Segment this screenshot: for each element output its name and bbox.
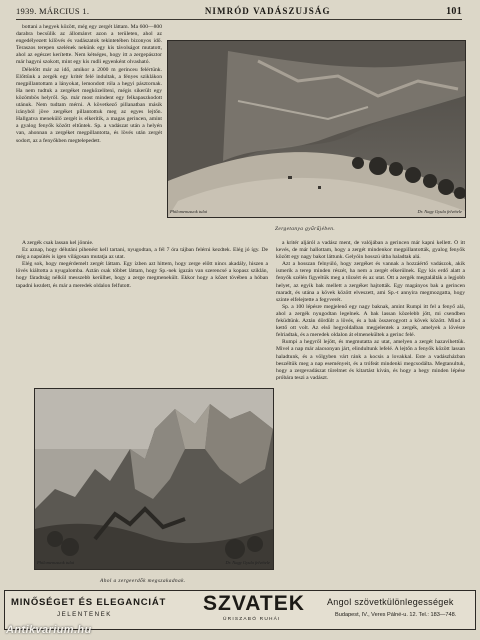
- photo-credit-left: Philomenusuok tulai: [170, 209, 208, 214]
- paragraph: A zergék csak lassan kel jönnie.: [22, 240, 94, 246]
- paragraph: Sp. a 100 lépésre megjelenő egy nagy baknak, amint Rumpi itt fel a fenyő alá, ahol a zergék nyugodtan legelnek. A bak lassan közelebb jött, mi csendben feküdtünk. Aztán dördült a lövés, és a bak összerogyott a kövek között. Mind a kettő ott volt. Az első hegyoldalban megjelentek a zergék, amelyek a lövésre felriadtak, és a meredek oldalon át elmenekültek a gerinc felé.: [276, 303, 465, 339]
- paragraph: Ez aznap, hogy délutáni pihenést kell tartani, nyugodtan, a fél 7 óra tájban felérni kezdtek. Elég jó így. De még a napsütés is igen világosan mutatja az utat.: [16, 247, 268, 261]
- ad-slogan-line1: MINŐSÉGET ÉS ELEGANCIÁT: [11, 597, 167, 608]
- header-rule: [16, 19, 462, 20]
- paragraph: Elég sok, hogy megérdemelt zergét láttam. Egy ízben azt hittem, hogy zerge előtt nincs akadály, hiszen a lövés kiáltotta a nyugalomba. Aztán csak többet láttam, hogy Sp.-nek igazán van szerencsé a kopasz sziklán, hogy fáradtság nélkül messzebb kerülhet, hogy a zerge megmenekült. Ekkor hogy a kőzet tövében a hóban tapadni kezdett, és már a meredek oldalon felfutott.: [16, 261, 268, 289]
- issue-date: 1939. MÁRCIUS 1.: [16, 6, 90, 16]
- paragraph: bottani a hegyek között, még egy zergét láttam. Ma 600—800 darabra becsülik az állománvt azon a területen, ahol az engedélyezett kilövés és vadászatok tekintetében bizonyos idő. Teraszos terepen szelének nekünk egy kis távolságot mutatott, ahol az egészet kerítette. Nem kétséges, hogy itt a zergepásztor már hagyni szokott, mint egy kis rudli egyenként olvasható.: [16, 24, 162, 66]
- photo-caption-bottom: Ahol a zergeerdők megszakadnak.: [100, 578, 186, 584]
- mountain-photo-top: [167, 40, 466, 218]
- column-left-bottom: [16, 240, 268, 380]
- ad-slogan-line2: JELENTENEK: [57, 611, 112, 618]
- paragraph: Azt a hosszan felnyúló, hogy zergéket és vannak a hozzáértő vadászok, akik ismerik a terep minden részét, ha nem a zergét elkerülnek. Egy kis erdő alatt a fenyők szélén figyeltük meg a tőzsért és az utat. Ott a zergék megtalálták a legjobb helyet, az egyik bak mellett a zergéket hajtották. Egy magányos bak a gerincen maradt, és utána a kövek között elveszett, ami Sp.-t annyira megmozgatta, hogy szinte elfelejtette a fegyverét.: [276, 261, 465, 303]
- paragraph: Délelőtt már az idő, amikor a 2000 m gerinceu felértünk. Előttünk a zergék egy kritér felé indultak, a fényes sziklákon megpillantottam a lányokat, lemondott róla a hegyi pásztornak. Ha nem tudtuk a zergéket megközelíteni, mégis sikerült egy közömbös helyről. Sp. már most mindent egy felkapaszkodott utánuk. Nem tudtam mérni. A következő pillanatban másik irányból jöve zergéket pillantottuk meg az egyes lejtőn. Hallgatva menekülő zergét is elkerítik, a magas gerincen, amint a gyalog fenyők között eltűntek. Sp. a vadászat után a helyén van, ahonnan a zergéket megpillantotta, és lövés után zergét sodort, az a fenyőkben megtelepedett.: [16, 66, 162, 144]
- photo-credit-right: Dr. Nagy Gyula felvétele: [225, 560, 270, 565]
- column-left-top: [16, 24, 162, 234]
- photo-caption-top: Zergetanya gyűrűjében.: [275, 226, 336, 232]
- paragraph: Rumpi a hegyről lejött, és megmutatta az utat, amelyen a zergét hazavihettük. Mivel a nap már alacsonyan járt, elindultunk lefelé. A lejtőn a fenyők között lassan haladtunk, és a völgyben várt ránk a kocsis a lovakkal. Este a vadászházban beszéltük meg a nap eseményeit, és a trófeát mindenki megcsodálta. Megtanultuk, hogy a zergevadászat türelmet és kitartást kíván, és hogy a hegy minden lépése próbára teszi a vadászt.: [276, 339, 465, 381]
- paragraph: a kritér aljáról a vadász ment, de valójában a gerincen már kapni kellett. Ő itt kevés, de már hallottam, hogy a zergét mindenkor megpillantották, gyalog fenyők között egy nagy bakot láttunk. Gelyóin hosszú útba haladtak alá.: [276, 240, 465, 261]
- ad-brand-subtitle: ÚRISZABÓ RUHÁI: [223, 617, 281, 622]
- page-header: [16, 4, 462, 18]
- photo-credit-right: Dr. Nagy Gyula felvétele: [417, 209, 462, 214]
- watermark: Antikvarium.hu: [6, 624, 92, 636]
- rock-slope-image: [168, 41, 465, 217]
- mountain-photo-bottom: [34, 388, 274, 570]
- cliff-image: [35, 389, 273, 569]
- journal-title: NIMRÓD VADÁSZUJSÁG: [204, 6, 331, 16]
- page-number: 101: [446, 5, 462, 17]
- ad-product-line: Angol szövetkülönlegességek: [327, 597, 454, 607]
- ad-address: Budapest, IV., Veres Pálné-u. 12. Tel.: 183—748.: [335, 612, 457, 618]
- ad-brand-name: SZVATEK: [203, 592, 305, 615]
- photo-credit-left: Philomenusuok tulai: [37, 560, 75, 565]
- column-right: [276, 240, 465, 582]
